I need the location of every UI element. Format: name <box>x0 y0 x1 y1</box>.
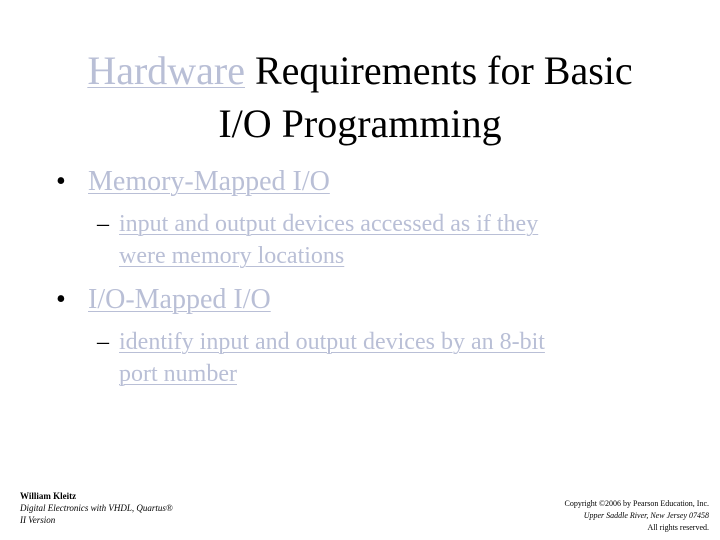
hardware-link[interactable]: Hardware <box>87 48 245 93</box>
io-mapped-description-link-line1[interactable]: identify input and output devices by an 8-bit <box>119 329 545 355</box>
memory-mapped-description-link-line1[interactable]: input and output devices accessed as if they <box>119 211 539 237</box>
footer-book-title-line1: Digital Electronics with VHDL, Quartus® <box>20 503 173 513</box>
footer-copyright-line3: All rights reserved. <box>647 523 709 532</box>
footer-copyright <box>565 498 710 534</box>
footer-copyright-line1: Copyright ©2006 by Pearson Education, Inc. <box>564 499 709 508</box>
memory-mapped-description-link-line2[interactable]: were memory locations <box>119 243 345 269</box>
dash-icon: – <box>97 211 109 237</box>
bullet-item-memory-mapped <box>56 166 330 198</box>
sub-item-memory-mapped <box>97 208 657 272</box>
title-rest: Requirements for Basic <box>245 48 633 93</box>
io-mapped-description-link-line2[interactable]: port number <box>119 361 237 387</box>
dash-icon: – <box>97 329 109 355</box>
bullet-icon: • <box>56 166 66 197</box>
title-line2: I/O Programming <box>218 101 502 146</box>
footer-book-title-line2: II Version <box>20 515 56 525</box>
bullet-icon: • <box>56 284 66 315</box>
bullet-item-io-mapped <box>56 284 271 316</box>
footer-copyright-line2: Upper Saddle River, New Jersey 07458 <box>583 511 709 520</box>
sub-item-io-mapped <box>97 326 657 390</box>
footer-author: William Kleitz <box>20 491 77 501</box>
sub-item-text <box>119 208 657 272</box>
slide-title <box>0 44 720 150</box>
sub-item-text <box>119 326 657 390</box>
io-mapped-link[interactable]: I/O-Mapped I/O <box>88 284 271 315</box>
footer-book-info <box>20 490 173 526</box>
memory-mapped-link[interactable]: Memory-Mapped I/O <box>88 166 330 197</box>
